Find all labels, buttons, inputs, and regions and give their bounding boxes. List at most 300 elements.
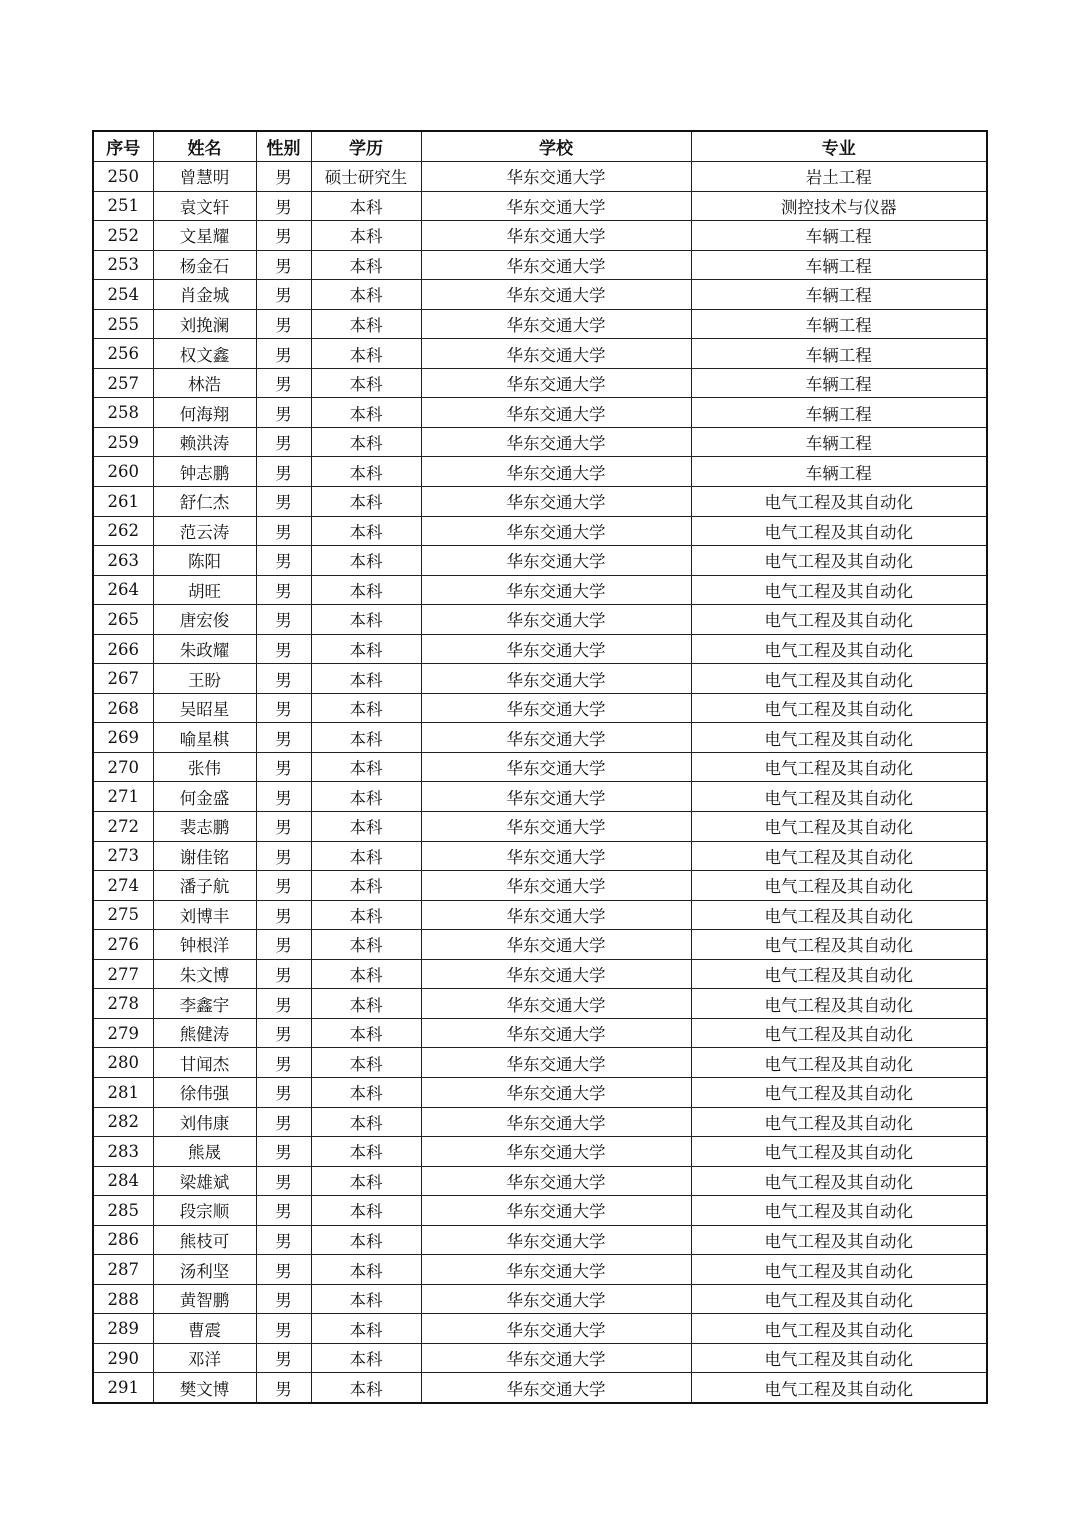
- cell-name: 朱文博: [153, 959, 256, 989]
- cell-school: 华东交通大学: [421, 664, 691, 694]
- cell-index: 274: [93, 871, 153, 901]
- cell-gender: 男: [256, 812, 311, 842]
- table-row: [93, 1225, 987, 1255]
- cell-school: 华东交通大学: [421, 1077, 691, 1107]
- cell-education: 本科: [311, 959, 421, 989]
- cell-name: 舒仁杰: [153, 487, 256, 517]
- cell-major: 电气工程及其自动化: [691, 575, 987, 605]
- cell-major: 电气工程及其自动化: [691, 1166, 987, 1196]
- table-row: [93, 634, 987, 664]
- cell-major: 电气工程及其自动化: [691, 812, 987, 842]
- cell-gender: 男: [256, 398, 311, 428]
- cell-name: 范云涛: [153, 516, 256, 546]
- cell-gender: 男: [256, 162, 311, 192]
- cell-major: 电气工程及其自动化: [691, 1373, 987, 1403]
- cell-school: 华东交通大学: [421, 546, 691, 576]
- cell-education: 本科: [311, 575, 421, 605]
- cell-name: 喻星棋: [153, 723, 256, 753]
- cell-name: 袁文轩: [153, 191, 256, 221]
- cell-gender: 男: [256, 457, 311, 487]
- cell-education: 本科: [311, 1225, 421, 1255]
- table-row: [93, 1077, 987, 1107]
- table-row: [93, 516, 987, 546]
- cell-education: 本科: [311, 723, 421, 753]
- cell-education: 本科: [311, 457, 421, 487]
- cell-gender: 男: [256, 250, 311, 280]
- cell-school: 华东交通大学: [421, 1284, 691, 1314]
- cell-index: 251: [93, 191, 153, 221]
- roster-table: [92, 130, 988, 1404]
- cell-major: 车辆工程: [691, 398, 987, 428]
- cell-school: 华东交通大学: [421, 516, 691, 546]
- cell-school: 华东交通大学: [421, 250, 691, 280]
- cell-education: 本科: [311, 1373, 421, 1403]
- cell-index: 277: [93, 959, 153, 989]
- cell-major: 电气工程及其自动化: [691, 1225, 987, 1255]
- cell-school: 华东交通大学: [421, 812, 691, 842]
- cell-major: 电气工程及其自动化: [691, 693, 987, 723]
- cell-education: 本科: [311, 398, 421, 428]
- cell-gender: 男: [256, 1107, 311, 1137]
- cell-index: 259: [93, 427, 153, 457]
- cell-name: 刘挽澜: [153, 309, 256, 339]
- table-row: [93, 605, 987, 635]
- table-row: [93, 871, 987, 901]
- cell-name: 赖洪涛: [153, 427, 256, 457]
- cell-education: 硕士研究生: [311, 162, 421, 192]
- cell-education: 本科: [311, 841, 421, 871]
- cell-education: 本科: [311, 871, 421, 901]
- cell-gender: 男: [256, 1048, 311, 1078]
- cell-name: 钟根洋: [153, 930, 256, 960]
- cell-name: 林浩: [153, 368, 256, 398]
- cell-major: 电气工程及其自动化: [691, 1196, 987, 1226]
- cell-education: 本科: [311, 280, 421, 310]
- cell-gender: 男: [256, 546, 311, 576]
- cell-school: 华东交通大学: [421, 1314, 691, 1344]
- cell-school: 华东交通大学: [421, 989, 691, 1019]
- cell-gender: 男: [256, 368, 311, 398]
- table-row: [93, 339, 987, 369]
- cell-school: 华东交通大学: [421, 1137, 691, 1167]
- cell-gender: 男: [256, 280, 311, 310]
- cell-major: 电气工程及其自动化: [691, 1048, 987, 1078]
- cell-name: 李鑫宇: [153, 989, 256, 1019]
- cell-education: 本科: [311, 1284, 421, 1314]
- cell-index: 279: [93, 1018, 153, 1048]
- cell-index: 289: [93, 1314, 153, 1344]
- cell-gender: 男: [256, 1284, 311, 1314]
- cell-name: 权文鑫: [153, 339, 256, 369]
- table-row: [93, 693, 987, 723]
- cell-school: 华东交通大学: [421, 634, 691, 664]
- cell-major: 测控技术与仪器: [691, 191, 987, 221]
- cell-school: 华东交通大学: [421, 457, 691, 487]
- cell-name: 段宗顺: [153, 1196, 256, 1226]
- cell-education: 本科: [311, 989, 421, 1019]
- cell-name: 熊晟: [153, 1137, 256, 1167]
- cell-name: 何海翔: [153, 398, 256, 428]
- cell-name: 曾慧明: [153, 162, 256, 192]
- cell-major: 电气工程及其自动化: [691, 841, 987, 871]
- header-name: 姓名: [153, 131, 256, 162]
- cell-gender: 男: [256, 1314, 311, 1344]
- cell-major: 电气工程及其自动化: [691, 516, 987, 546]
- cell-gender: 男: [256, 841, 311, 871]
- cell-gender: 男: [256, 1343, 311, 1373]
- cell-index: 258: [93, 398, 153, 428]
- cell-education: 本科: [311, 1314, 421, 1344]
- cell-index: 260: [93, 457, 153, 487]
- cell-index: 270: [93, 752, 153, 782]
- cell-education: 本科: [311, 1137, 421, 1167]
- cell-major: 电气工程及其自动化: [691, 634, 987, 664]
- cell-index: 255: [93, 309, 153, 339]
- table-row: [93, 1107, 987, 1137]
- cell-gender: 男: [256, 427, 311, 457]
- cell-education: 本科: [311, 900, 421, 930]
- table-row: [93, 1196, 987, 1226]
- cell-education: 本科: [311, 693, 421, 723]
- cell-gender: 男: [256, 339, 311, 369]
- cell-school: 华东交通大学: [421, 1018, 691, 1048]
- cell-index: 264: [93, 575, 153, 605]
- cell-major: 车辆工程: [691, 250, 987, 280]
- cell-name: 杨金石: [153, 250, 256, 280]
- cell-education: 本科: [311, 1196, 421, 1226]
- cell-index: 282: [93, 1107, 153, 1137]
- cell-school: 华东交通大学: [421, 162, 691, 192]
- cell-education: 本科: [311, 427, 421, 457]
- cell-major: 车辆工程: [691, 339, 987, 369]
- header-major: 专业: [691, 131, 987, 162]
- table-row: [93, 1373, 987, 1403]
- cell-index: 265: [93, 605, 153, 635]
- cell-school: 华东交通大学: [421, 487, 691, 517]
- cell-education: 本科: [311, 634, 421, 664]
- table-row: [93, 1255, 987, 1285]
- cell-education: 本科: [311, 487, 421, 517]
- cell-gender: 男: [256, 752, 311, 782]
- cell-gender: 男: [256, 516, 311, 546]
- table-row: [93, 1018, 987, 1048]
- cell-education: 本科: [311, 368, 421, 398]
- cell-school: 华东交通大学: [421, 1225, 691, 1255]
- cell-education: 本科: [311, 1255, 421, 1285]
- cell-name: 邓洋: [153, 1343, 256, 1373]
- table-row: [93, 1314, 987, 1344]
- table-row: [93, 487, 987, 517]
- cell-gender: 男: [256, 1137, 311, 1167]
- cell-index: 280: [93, 1048, 153, 1078]
- cell-school: 华东交通大学: [421, 339, 691, 369]
- cell-index: 262: [93, 516, 153, 546]
- document-page: [92, 130, 986, 1404]
- cell-name: 王盼: [153, 664, 256, 694]
- table-row: [93, 398, 987, 428]
- cell-school: 华东交通大学: [421, 841, 691, 871]
- cell-index: 288: [93, 1284, 153, 1314]
- cell-education: 本科: [311, 191, 421, 221]
- cell-index: 285: [93, 1196, 153, 1226]
- cell-gender: 男: [256, 664, 311, 694]
- cell-index: 284: [93, 1166, 153, 1196]
- cell-school: 华东交通大学: [421, 398, 691, 428]
- cell-index: 273: [93, 841, 153, 871]
- table-row: [93, 841, 987, 871]
- cell-name: 刘伟康: [153, 1107, 256, 1137]
- cell-education: 本科: [311, 221, 421, 251]
- cell-index: 281: [93, 1077, 153, 1107]
- cell-name: 徐伟强: [153, 1077, 256, 1107]
- table-row: [93, 546, 987, 576]
- cell-gender: 男: [256, 1018, 311, 1048]
- cell-name: 甘闻杰: [153, 1048, 256, 1078]
- cell-major: 车辆工程: [691, 280, 987, 310]
- table-row: [93, 752, 987, 782]
- table-row: [93, 1284, 987, 1314]
- cell-gender: 男: [256, 1225, 311, 1255]
- cell-education: 本科: [311, 1166, 421, 1196]
- cell-education: 本科: [311, 339, 421, 369]
- table-row: [93, 664, 987, 694]
- cell-education: 本科: [311, 664, 421, 694]
- cell-gender: 男: [256, 930, 311, 960]
- cell-major: 车辆工程: [691, 427, 987, 457]
- header-school: 学校: [421, 131, 691, 162]
- cell-major: 车辆工程: [691, 368, 987, 398]
- cell-gender: 男: [256, 1196, 311, 1226]
- cell-gender: 男: [256, 782, 311, 812]
- cell-school: 华东交通大学: [421, 693, 691, 723]
- table-row: [93, 280, 987, 310]
- table-row: [93, 162, 987, 192]
- cell-index: 257: [93, 368, 153, 398]
- cell-school: 华东交通大学: [421, 1373, 691, 1403]
- cell-gender: 男: [256, 1373, 311, 1403]
- table-row: [93, 457, 987, 487]
- cell-school: 华东交通大学: [421, 575, 691, 605]
- cell-name: 曹震: [153, 1314, 256, 1344]
- cell-education: 本科: [311, 930, 421, 960]
- cell-major: 电气工程及其自动化: [691, 605, 987, 635]
- cell-name: 朱政耀: [153, 634, 256, 664]
- cell-gender: 男: [256, 1166, 311, 1196]
- cell-index: 268: [93, 693, 153, 723]
- cell-education: 本科: [311, 812, 421, 842]
- cell-major: 电气工程及其自动化: [691, 959, 987, 989]
- table-row: [93, 782, 987, 812]
- cell-education: 本科: [311, 546, 421, 576]
- cell-school: 华东交通大学: [421, 752, 691, 782]
- cell-major: 电气工程及其自动化: [691, 1343, 987, 1373]
- cell-school: 华东交通大学: [421, 959, 691, 989]
- cell-name: 何金盛: [153, 782, 256, 812]
- cell-major: 电气工程及其自动化: [691, 930, 987, 960]
- table-row: [93, 368, 987, 398]
- cell-gender: 男: [256, 309, 311, 339]
- cell-index: 275: [93, 900, 153, 930]
- cell-name: 裴志鹏: [153, 812, 256, 842]
- cell-school: 华东交通大学: [421, 427, 691, 457]
- cell-index: 253: [93, 250, 153, 280]
- cell-name: 梁雄斌: [153, 1166, 256, 1196]
- cell-gender: 男: [256, 871, 311, 901]
- cell-name: 肖金城: [153, 280, 256, 310]
- cell-education: 本科: [311, 1048, 421, 1078]
- table-row: [93, 900, 987, 930]
- table-row: [93, 1048, 987, 1078]
- cell-major: 电气工程及其自动化: [691, 871, 987, 901]
- cell-education: 本科: [311, 1077, 421, 1107]
- cell-school: 华东交通大学: [421, 1196, 691, 1226]
- table-row: [93, 959, 987, 989]
- table-row: [93, 930, 987, 960]
- cell-school: 华东交通大学: [421, 930, 691, 960]
- cell-index: 278: [93, 989, 153, 1019]
- cell-name: 文星耀: [153, 221, 256, 251]
- cell-major: 电气工程及其自动化: [691, 723, 987, 753]
- cell-school: 华东交通大学: [421, 782, 691, 812]
- cell-index: 252: [93, 221, 153, 251]
- table-row: [93, 1166, 987, 1196]
- cell-education: 本科: [311, 1343, 421, 1373]
- cell-major: 电气工程及其自动化: [691, 989, 987, 1019]
- cell-index: 283: [93, 1137, 153, 1167]
- cell-school: 华东交通大学: [421, 191, 691, 221]
- table-row: [93, 575, 987, 605]
- table-row: [93, 427, 987, 457]
- cell-education: 本科: [311, 309, 421, 339]
- cell-name: 熊枝可: [153, 1225, 256, 1255]
- cell-name: 黄智鹏: [153, 1284, 256, 1314]
- table-row: [93, 250, 987, 280]
- cell-index: 267: [93, 664, 153, 694]
- cell-index: 250: [93, 162, 153, 192]
- cell-major: 电气工程及其自动化: [691, 752, 987, 782]
- table-row: [93, 309, 987, 339]
- cell-index: 254: [93, 280, 153, 310]
- cell-index: 269: [93, 723, 153, 753]
- cell-index: 263: [93, 546, 153, 576]
- cell-index: 272: [93, 812, 153, 842]
- cell-major: 岩土工程: [691, 162, 987, 192]
- cell-school: 华东交通大学: [421, 900, 691, 930]
- cell-major: 电气工程及其自动化: [691, 1314, 987, 1344]
- cell-index: 256: [93, 339, 153, 369]
- cell-index: 266: [93, 634, 153, 664]
- cell-gender: 男: [256, 900, 311, 930]
- cell-major: 电气工程及其自动化: [691, 487, 987, 517]
- cell-school: 华东交通大学: [421, 1255, 691, 1285]
- cell-name: 张伟: [153, 752, 256, 782]
- cell-gender: 男: [256, 487, 311, 517]
- table-row: [93, 723, 987, 753]
- table-row: [93, 812, 987, 842]
- cell-school: 华东交通大学: [421, 871, 691, 901]
- cell-index: 291: [93, 1373, 153, 1403]
- cell-education: 本科: [311, 782, 421, 812]
- cell-major: 车辆工程: [691, 221, 987, 251]
- cell-gender: 男: [256, 191, 311, 221]
- cell-name: 唐宏俊: [153, 605, 256, 635]
- cell-school: 华东交通大学: [421, 723, 691, 753]
- header-row: [93, 131, 987, 162]
- cell-major: 电气工程及其自动化: [691, 1255, 987, 1285]
- cell-major: 电气工程及其自动化: [691, 546, 987, 576]
- cell-major: 电气工程及其自动化: [691, 1018, 987, 1048]
- cell-major: 电气工程及其自动化: [691, 900, 987, 930]
- cell-school: 华东交通大学: [421, 1107, 691, 1137]
- cell-school: 华东交通大学: [421, 309, 691, 339]
- header-gender: 性别: [256, 131, 311, 162]
- cell-name: 胡旺: [153, 575, 256, 605]
- cell-gender: 男: [256, 959, 311, 989]
- table-row: [93, 191, 987, 221]
- cell-gender: 男: [256, 575, 311, 605]
- cell-major: 电气工程及其自动化: [691, 1137, 987, 1167]
- cell-index: 271: [93, 782, 153, 812]
- cell-school: 华东交通大学: [421, 605, 691, 635]
- cell-school: 华东交通大学: [421, 1048, 691, 1078]
- table-row: [93, 989, 987, 1019]
- cell-gender: 男: [256, 989, 311, 1019]
- table-row: [93, 1343, 987, 1373]
- cell-index: 290: [93, 1343, 153, 1373]
- cell-education: 本科: [311, 1018, 421, 1048]
- header-index: 序号: [93, 131, 153, 162]
- cell-major: 电气工程及其自动化: [691, 782, 987, 812]
- cell-gender: 男: [256, 221, 311, 251]
- cell-index: 276: [93, 930, 153, 960]
- cell-school: 华东交通大学: [421, 368, 691, 398]
- cell-name: 潘子航: [153, 871, 256, 901]
- cell-name: 陈阳: [153, 546, 256, 576]
- cell-major: 电气工程及其自动化: [691, 664, 987, 694]
- cell-education: 本科: [311, 250, 421, 280]
- cell-name: 汤利坚: [153, 1255, 256, 1285]
- cell-education: 本科: [311, 1107, 421, 1137]
- cell-major: 电气工程及其自动化: [691, 1284, 987, 1314]
- cell-name: 熊健涛: [153, 1018, 256, 1048]
- cell-school: 华东交通大学: [421, 1166, 691, 1196]
- cell-school: 华东交通大学: [421, 280, 691, 310]
- cell-education: 本科: [311, 605, 421, 635]
- cell-gender: 男: [256, 634, 311, 664]
- table-row: [93, 1137, 987, 1167]
- cell-index: 286: [93, 1225, 153, 1255]
- cell-name: 谢佳铭: [153, 841, 256, 871]
- cell-major: 电气工程及其自动化: [691, 1107, 987, 1137]
- cell-name: 吴昭星: [153, 693, 256, 723]
- cell-school: 华东交通大学: [421, 221, 691, 251]
- cell-major: 电气工程及其自动化: [691, 1077, 987, 1107]
- cell-education: 本科: [311, 516, 421, 546]
- cell-gender: 男: [256, 605, 311, 635]
- cell-name: 刘博丰: [153, 900, 256, 930]
- cell-name: 钟志鹏: [153, 457, 256, 487]
- header-education: 学历: [311, 131, 421, 162]
- cell-index: 287: [93, 1255, 153, 1285]
- cell-gender: 男: [256, 693, 311, 723]
- cell-name: 樊文博: [153, 1373, 256, 1403]
- cell-education: 本科: [311, 752, 421, 782]
- cell-gender: 男: [256, 723, 311, 753]
- cell-school: 华东交通大学: [421, 1343, 691, 1373]
- cell-index: 261: [93, 487, 153, 517]
- cell-gender: 男: [256, 1077, 311, 1107]
- cell-major: 车辆工程: [691, 457, 987, 487]
